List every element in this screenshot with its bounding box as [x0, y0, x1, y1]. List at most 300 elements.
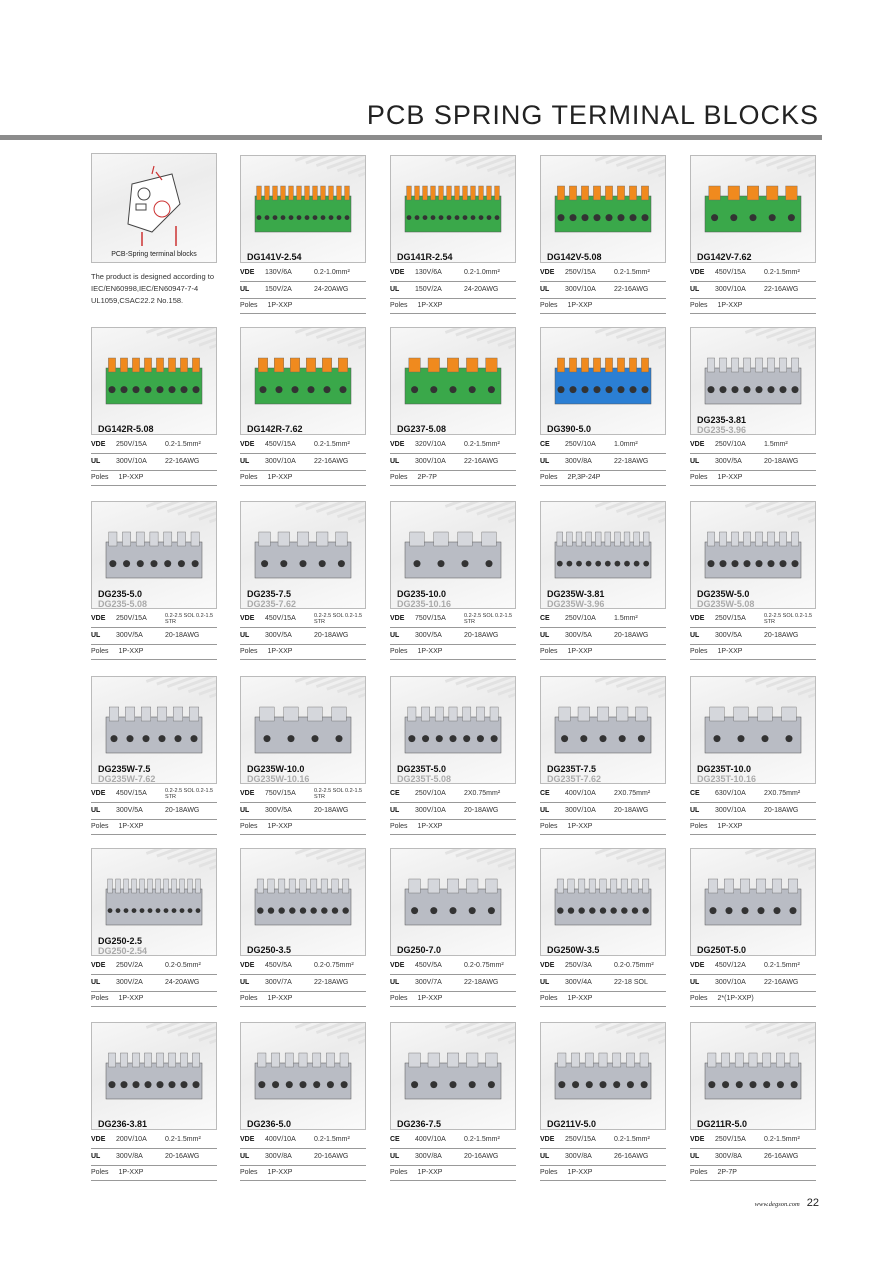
release-lever	[168, 358, 175, 372]
divider	[240, 644, 366, 645]
voltage-current: 300V/8A	[415, 1153, 442, 1160]
wire-range: 0.2-2.5 SOL 0.2-1.5 STR	[165, 788, 214, 800]
divider	[390, 1165, 516, 1166]
poles-value: 1P-XXP	[567, 1169, 593, 1176]
product-card[interactable]	[540, 1022, 666, 1182]
release-lever	[447, 186, 452, 200]
product-photo	[91, 848, 217, 956]
wire-entry-hole	[619, 735, 626, 742]
release-lever	[125, 707, 135, 721]
voltage-current: 250V/15A	[715, 615, 746, 622]
product-card[interactable]	[690, 676, 816, 836]
model-secondary: DG235T-5.08	[397, 774, 452, 784]
divider	[240, 991, 366, 992]
wire-entry-hole	[300, 907, 306, 913]
model-secondary: DG235T-7.62	[547, 774, 602, 784]
divider	[390, 627, 516, 628]
release-lever	[132, 1053, 139, 1067]
release-lever	[791, 532, 798, 546]
release-lever	[786, 186, 798, 200]
wire-entry-hole	[288, 735, 295, 742]
release-lever	[636, 707, 648, 721]
release-lever	[289, 879, 295, 893]
wire-range: 0.2-1.5mm²	[614, 269, 650, 276]
release-lever	[257, 879, 263, 893]
poles-label: Poles	[240, 995, 258, 1002]
release-lever	[710, 707, 724, 721]
product-card[interactable]	[540, 155, 666, 315]
terminal-block-image	[541, 849, 665, 955]
release-lever	[593, 358, 600, 372]
release-lever	[734, 707, 748, 721]
poles-label: Poles	[240, 474, 258, 481]
product-card[interactable]	[240, 501, 366, 661]
wire-entry-hole	[730, 214, 737, 221]
release-lever	[721, 1053, 729, 1067]
poles-value: 2P-7P	[717, 1169, 737, 1176]
wire-entry-hole	[630, 386, 637, 393]
wire-entry-hole	[289, 907, 295, 913]
divider	[240, 659, 366, 660]
rating-row-secondary	[690, 630, 816, 642]
wire-entry-hole	[621, 907, 627, 913]
release-lever	[305, 186, 310, 200]
divider	[390, 1148, 516, 1149]
wire-entry-hole	[632, 907, 638, 913]
rating-row-primary	[540, 613, 666, 625]
model-number	[397, 252, 453, 262]
block-body	[255, 368, 351, 404]
ce-mark-icon: CE	[540, 615, 550, 622]
awg-range: 20-18AWG	[614, 807, 649, 814]
product-card[interactable]	[240, 155, 366, 315]
terminal-block-image	[541, 156, 665, 262]
wire-range: 1.0mm²	[614, 441, 638, 448]
divider	[240, 1165, 366, 1166]
wire-entry-hole	[594, 214, 601, 221]
release-lever	[749, 1053, 757, 1067]
wire-entry-hole	[272, 1081, 279, 1088]
wire-entry-hole	[469, 1081, 476, 1088]
release-lever	[265, 186, 270, 200]
poles-info	[540, 648, 592, 655]
product-card[interactable]	[91, 848, 217, 1008]
rating-row-secondary	[91, 977, 217, 989]
wire-entry-hole	[582, 214, 589, 221]
model-secondary: DG250-2.54	[98, 946, 148, 956]
wire-entry-hole	[780, 560, 787, 567]
wire-entry-hole	[308, 386, 315, 393]
poles-info	[91, 474, 143, 481]
terminal-block-image	[391, 1023, 515, 1129]
wire-entry-hole	[495, 215, 500, 220]
model-primary: DG250T-5.0	[697, 945, 747, 955]
wire-entry-hole	[742, 907, 749, 914]
wire-entry-hole	[188, 908, 193, 913]
poles-value: 1P-XXP	[567, 302, 593, 309]
rating-row-primary	[690, 439, 816, 451]
block-body	[405, 717, 501, 753]
product-photo	[690, 327, 816, 435]
rating-row-primary	[690, 267, 816, 279]
release-lever	[188, 879, 193, 893]
product-card[interactable]	[390, 848, 516, 1008]
divider	[390, 802, 516, 803]
divider	[540, 313, 666, 314]
wire-entry-hole	[738, 735, 745, 742]
voltage-current: 300V/5A	[415, 632, 442, 639]
release-lever	[338, 358, 348, 372]
ul-mark-icon: UL	[390, 286, 400, 293]
block-body	[106, 542, 202, 578]
product-card[interactable]	[240, 1022, 366, 1182]
release-lever	[407, 186, 412, 200]
rating-row-primary	[390, 613, 516, 625]
footer	[755, 1197, 819, 1209]
wire-entry-hole	[558, 386, 565, 393]
vde-mark-icon: VDE	[390, 962, 405, 969]
divider	[690, 1148, 816, 1149]
poles-value: 1P-XXP	[267, 823, 293, 830]
poles-label: Poles	[390, 302, 408, 309]
release-lever	[428, 1053, 440, 1067]
awg-range: 22-16AWG	[764, 286, 799, 293]
wire-entry-hole	[711, 214, 718, 221]
poles-value: 1P-XXP	[118, 1169, 144, 1176]
voltage-current: 300V/5A	[265, 632, 292, 639]
voltage-current: 750V/15A	[415, 615, 446, 622]
wire-entry-hole	[332, 907, 338, 913]
model-number	[397, 945, 441, 955]
release-lever	[332, 879, 338, 893]
release-lever	[156, 879, 161, 893]
voltage-current: 320V/10A	[415, 441, 446, 448]
product-photo	[540, 155, 666, 263]
release-lever	[258, 358, 268, 372]
poles-label: Poles	[690, 1169, 708, 1176]
rating-row-primary	[240, 960, 366, 972]
release-lever	[132, 358, 139, 372]
block-body	[555, 368, 651, 404]
wire-entry-hole	[641, 1081, 648, 1088]
website: www.degson.com	[754, 1201, 800, 1208]
product-card[interactable]	[540, 501, 666, 661]
wire-entry-hole	[430, 1081, 437, 1088]
block-body	[705, 368, 801, 404]
model-number	[697, 764, 756, 784]
product-card[interactable]	[690, 501, 816, 661]
release-lever	[313, 1053, 321, 1067]
wire-entry-hole	[132, 908, 137, 913]
product-card[interactable]	[91, 327, 217, 487]
product-card[interactable]	[540, 676, 666, 836]
wire-entry-hole	[450, 386, 457, 393]
rating-row-primary	[240, 788, 366, 800]
release-lever	[257, 186, 262, 200]
divider	[540, 1180, 666, 1181]
model-number	[697, 415, 746, 435]
model-secondary: DG235-10.16	[397, 599, 452, 609]
model-number	[547, 252, 602, 262]
wire-entry-hole	[708, 386, 715, 393]
release-lever	[180, 1053, 187, 1067]
release-lever	[708, 1053, 716, 1067]
wire-entry-hole	[638, 735, 645, 742]
release-lever	[189, 707, 199, 721]
release-lever	[557, 358, 564, 372]
release-lever	[109, 532, 117, 546]
model-primary: DG250-7.0	[397, 945, 442, 955]
model-primary: DG211V-5.0	[547, 1119, 597, 1129]
release-lever	[585, 1053, 593, 1067]
rating-row-secondary	[91, 1151, 217, 1163]
voltage-current: 300V/8A	[565, 458, 592, 465]
wire-entry-hole	[576, 561, 582, 567]
ul-mark-icon: UL	[690, 807, 700, 814]
ul-mark-icon: UL	[540, 979, 550, 986]
ce-mark-icon: CE	[540, 790, 550, 797]
block-body	[255, 1063, 351, 1099]
product-photo	[240, 327, 366, 435]
wire-entry-hole	[462, 560, 469, 567]
release-lever	[271, 1053, 279, 1067]
model-primary: DG236-3.81	[98, 1119, 148, 1129]
vde-mark-icon: VDE	[690, 441, 705, 448]
release-lever	[719, 358, 726, 372]
wire-entry-hole	[276, 386, 283, 393]
model-number	[247, 1119, 291, 1129]
block-body	[255, 196, 351, 232]
release-lever	[439, 186, 444, 200]
voltage-current: 150V/2A	[415, 286, 442, 293]
wire-entry-hole	[137, 560, 144, 567]
product-card[interactable]	[240, 848, 366, 1008]
wire-entry-hole	[408, 735, 415, 742]
wire-entry-hole	[292, 386, 299, 393]
product-photo	[540, 676, 666, 784]
voltage-current: 300V/5A	[116, 807, 143, 814]
wire-entry-hole	[180, 908, 185, 913]
model-number	[697, 1119, 747, 1129]
model-number	[247, 764, 309, 784]
awg-range: 22-16AWG	[614, 286, 649, 293]
model-primary: DG235-5.0	[98, 589, 143, 599]
divider	[240, 819, 366, 820]
model-number	[247, 424, 303, 434]
model-primary: DG235T-5.0	[397, 764, 447, 774]
release-lever	[610, 879, 616, 893]
divider	[240, 802, 366, 803]
vde-mark-icon: VDE	[91, 790, 106, 797]
wire-range: 0.2-1.5mm²	[464, 441, 500, 448]
divider	[390, 313, 516, 314]
product-photo	[240, 676, 366, 784]
poles-label: Poles	[91, 474, 109, 481]
poles-label: Poles	[540, 302, 558, 309]
voltage-current: 250V/10A	[565, 615, 596, 622]
model-number	[547, 589, 604, 609]
divider	[91, 819, 217, 820]
poles-value: 2P,3P-24P	[567, 474, 601, 481]
ul-mark-icon: UL	[540, 807, 550, 814]
product-photo	[690, 501, 816, 609]
rating-row-secondary	[91, 630, 217, 642]
product-card[interactable]	[690, 155, 816, 315]
vde-mark-icon: VDE	[240, 615, 255, 622]
rating-row-secondary	[390, 1151, 516, 1163]
wire-range: 0.2-0.5mm²	[165, 962, 201, 969]
wire-entry-hole	[438, 560, 445, 567]
product-card[interactable]	[390, 155, 516, 315]
block-body	[255, 542, 351, 578]
vde-mark-icon: VDE	[240, 790, 255, 797]
terminal-block-image	[541, 1023, 665, 1129]
wire-entry-hole	[264, 735, 271, 742]
wire-entry-hole	[193, 386, 200, 393]
model-primary: DG235-7.5	[247, 589, 292, 599]
product-photo	[690, 676, 816, 784]
product-card[interactable]	[91, 501, 217, 661]
release-lever	[259, 532, 271, 546]
model-primary: DG250-3.5	[247, 945, 292, 955]
release-lever	[568, 879, 574, 893]
release-lever	[180, 879, 185, 893]
poles-value: 1P-XXP	[118, 995, 144, 1002]
awg-range: 22-18 SOL	[614, 979, 648, 986]
wire-range: 0.2-0.75mm²	[464, 962, 504, 969]
product-card[interactable]	[390, 676, 516, 836]
product-photo	[91, 501, 217, 609]
rating-row-primary	[390, 439, 516, 451]
release-lever	[735, 1053, 743, 1067]
product-photo	[540, 1022, 666, 1130]
product-card[interactable]	[390, 501, 516, 661]
page-number: 22	[806, 1197, 819, 1209]
divider	[540, 281, 666, 282]
release-lever	[141, 707, 151, 721]
rating-row-secondary	[390, 456, 516, 468]
wire-entry-hole	[487, 215, 492, 220]
wire-entry-hole	[777, 1081, 784, 1088]
ul-mark-icon: UL	[390, 458, 400, 465]
model-number	[397, 589, 451, 609]
release-lever	[624, 532, 630, 546]
voltage-current: 400V/10A	[265, 1136, 296, 1143]
wire-range: 0.2-0.75mm²	[314, 962, 354, 969]
rating-row-secondary	[91, 456, 217, 468]
wire-entry-hole	[436, 735, 443, 742]
voltage-current: 150V/2A	[265, 286, 292, 293]
product-card[interactable]	[690, 1022, 816, 1182]
release-lever	[337, 186, 342, 200]
divider	[540, 819, 666, 820]
product-card[interactable]	[91, 676, 217, 836]
divider	[91, 834, 217, 835]
rating-row-secondary	[240, 456, 366, 468]
wire-entry-hole	[281, 215, 286, 220]
divider	[91, 644, 217, 645]
release-lever	[708, 879, 718, 893]
poles-info	[240, 474, 292, 481]
wire-entry-hole	[618, 214, 625, 221]
poles-label: Poles	[390, 995, 408, 1002]
product-card[interactable]	[240, 676, 366, 836]
block-body	[705, 717, 801, 753]
ul-mark-icon: UL	[540, 632, 550, 639]
product-card[interactable]	[91, 1022, 217, 1182]
product-card[interactable]	[540, 327, 666, 487]
model-primary: DG390-5.0	[547, 424, 592, 434]
release-lever	[299, 1053, 307, 1067]
release-lever	[177, 532, 185, 546]
wire-entry-hole	[411, 386, 418, 393]
wire-entry-hole	[610, 907, 616, 913]
rating-row-secondary	[240, 977, 366, 989]
terminal-block-image	[391, 156, 515, 262]
model-primary: DG235W-10.0	[247, 764, 305, 774]
wire-entry-hole	[450, 1081, 457, 1088]
wire-entry-hole	[634, 561, 640, 567]
block-body	[106, 1063, 202, 1099]
poles-info	[690, 648, 742, 655]
poles-label: Poles	[690, 474, 708, 481]
release-lever	[640, 1053, 648, 1067]
product-card[interactable]	[240, 327, 366, 487]
rating-row-primary	[390, 267, 516, 279]
wire-entry-hole	[116, 908, 121, 913]
wire-entry-hole	[469, 386, 476, 393]
release-lever	[260, 707, 274, 721]
wire-entry-hole	[289, 215, 294, 220]
wire-entry-hole	[261, 560, 268, 567]
wire-entry-hole	[273, 215, 278, 220]
block-body	[555, 889, 651, 925]
wire-entry-hole	[450, 735, 457, 742]
release-lever	[120, 1053, 127, 1067]
release-lever	[790, 1053, 798, 1067]
wire-range: 0.2-2.5 SOL 0.2-1.5 STR	[464, 613, 513, 625]
wire-entry-hole	[605, 561, 611, 567]
product-card[interactable]	[390, 1022, 516, 1182]
release-lever	[779, 358, 786, 372]
wire-entry-hole	[600, 907, 606, 913]
product-card[interactable]	[390, 327, 516, 487]
poles-info	[690, 1169, 737, 1176]
rating-row-primary	[91, 439, 217, 451]
voltage-current: 130V/6A	[265, 269, 292, 276]
product-card[interactable]	[690, 327, 816, 487]
release-lever	[423, 186, 428, 200]
divider	[540, 453, 666, 454]
wire-entry-hole	[109, 560, 116, 567]
rating-row-secondary	[690, 977, 816, 989]
ul-mark-icon: UL	[690, 979, 700, 986]
vde-mark-icon: VDE	[240, 441, 255, 448]
poles-info	[390, 302, 442, 309]
wire-entry-hole	[756, 386, 763, 393]
awg-range: 22-18AWG	[314, 979, 349, 986]
product-card[interactable]	[690, 848, 816, 1008]
release-lever	[586, 532, 592, 546]
wire-entry-hole	[606, 214, 613, 221]
voltage-current: 450V/12A	[715, 962, 746, 969]
wire-entry-hole	[606, 386, 613, 393]
release-lever	[336, 532, 348, 546]
product-card[interactable]	[540, 848, 666, 1008]
block-body	[555, 196, 651, 232]
rating-row-secondary	[690, 456, 816, 468]
release-lever	[776, 1053, 784, 1067]
